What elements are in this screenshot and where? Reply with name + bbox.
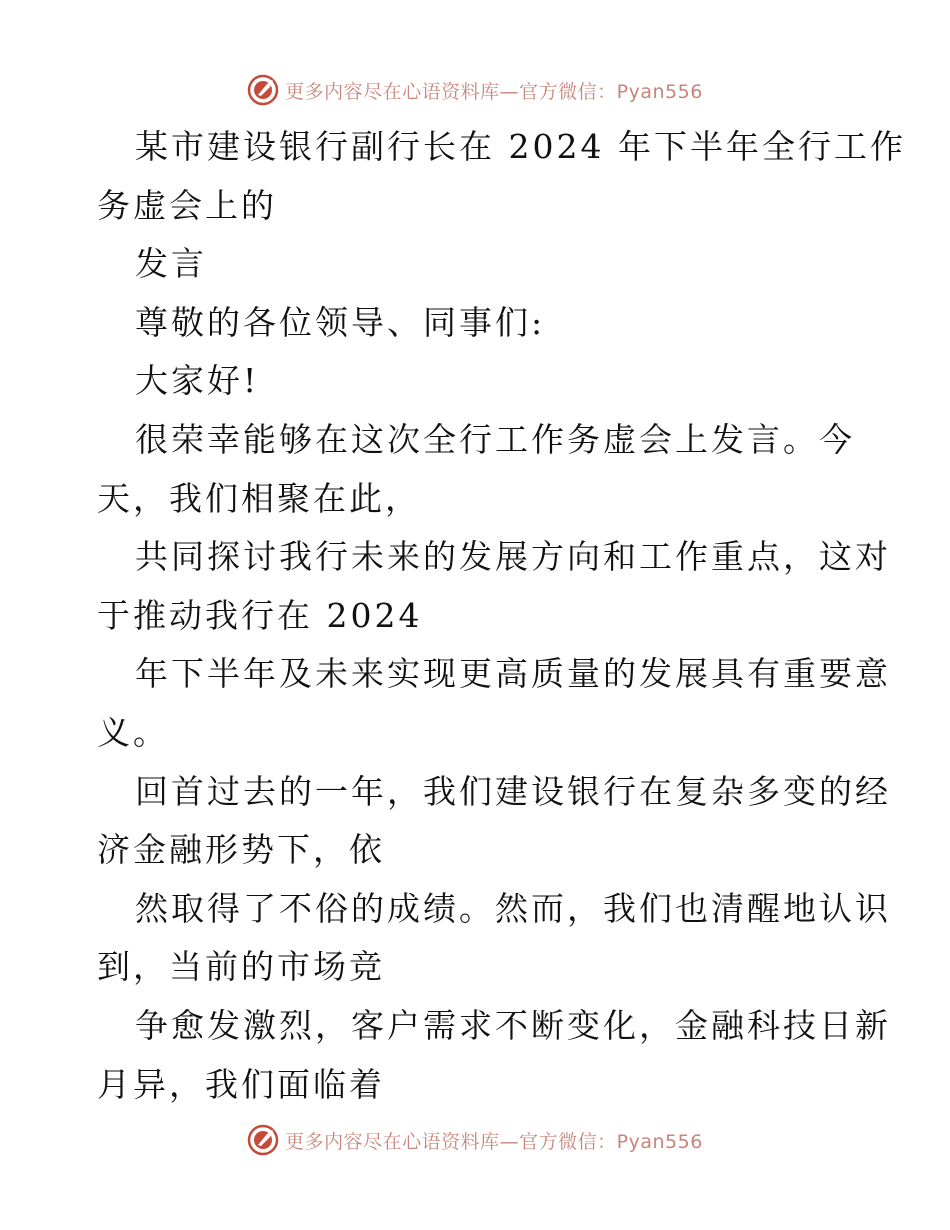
watermark-text: 更多内容尽在心语资料库—官方微信：Pyan556 xyxy=(285,80,703,103)
document-line: 尊敬的各位领导、同事们: xyxy=(135,302,546,342)
document-line: 争愈发激烈，客户需求不断变化，金融科技日新 xyxy=(135,1005,891,1045)
document-line: 济金融形势下，依 xyxy=(97,830,385,870)
watermark-text: 更多内容尽在心语资料库—官方微信：Pyan556 xyxy=(285,1130,703,1153)
document-line: 然取得了不俗的成绩。然而，我们也清醒地认识 xyxy=(135,888,891,928)
document-line: 共同探讨我行未来的发展方向和工作重点，这对 xyxy=(135,537,891,577)
document-line: 义。 xyxy=(97,712,169,752)
footer-watermark-banner xyxy=(0,1120,950,1160)
document-line: 大家好! xyxy=(135,361,260,401)
fountain-pen-logo-icon xyxy=(247,74,279,106)
document-line: 发言 xyxy=(135,244,207,284)
document-line: 某市建设银行副行长在 2024 年下半年全行工作 xyxy=(135,127,906,166)
document-line: 到，当前的市场竞 xyxy=(97,947,385,987)
document-body xyxy=(97,118,906,1114)
fountain-pen-logo-icon xyxy=(247,1124,279,1156)
document-line: 务虚会上的 xyxy=(97,185,277,225)
header-watermark-banner xyxy=(0,70,950,110)
document-line: 很荣幸能够在这次全行工作务虚会上发言。今 xyxy=(135,419,855,459)
document-line: 月异，我们面临着 xyxy=(97,1064,385,1104)
document-line: 年下半年及未来实现更高质量的发展具有重要意 xyxy=(135,654,891,694)
document-line: 回首过去的一年，我们建设银行在复杂多变的经 xyxy=(135,771,891,811)
document-line: 天，我们相聚在此， xyxy=(97,478,421,518)
document-line: 于推动我行在 2024 xyxy=(97,595,423,635)
